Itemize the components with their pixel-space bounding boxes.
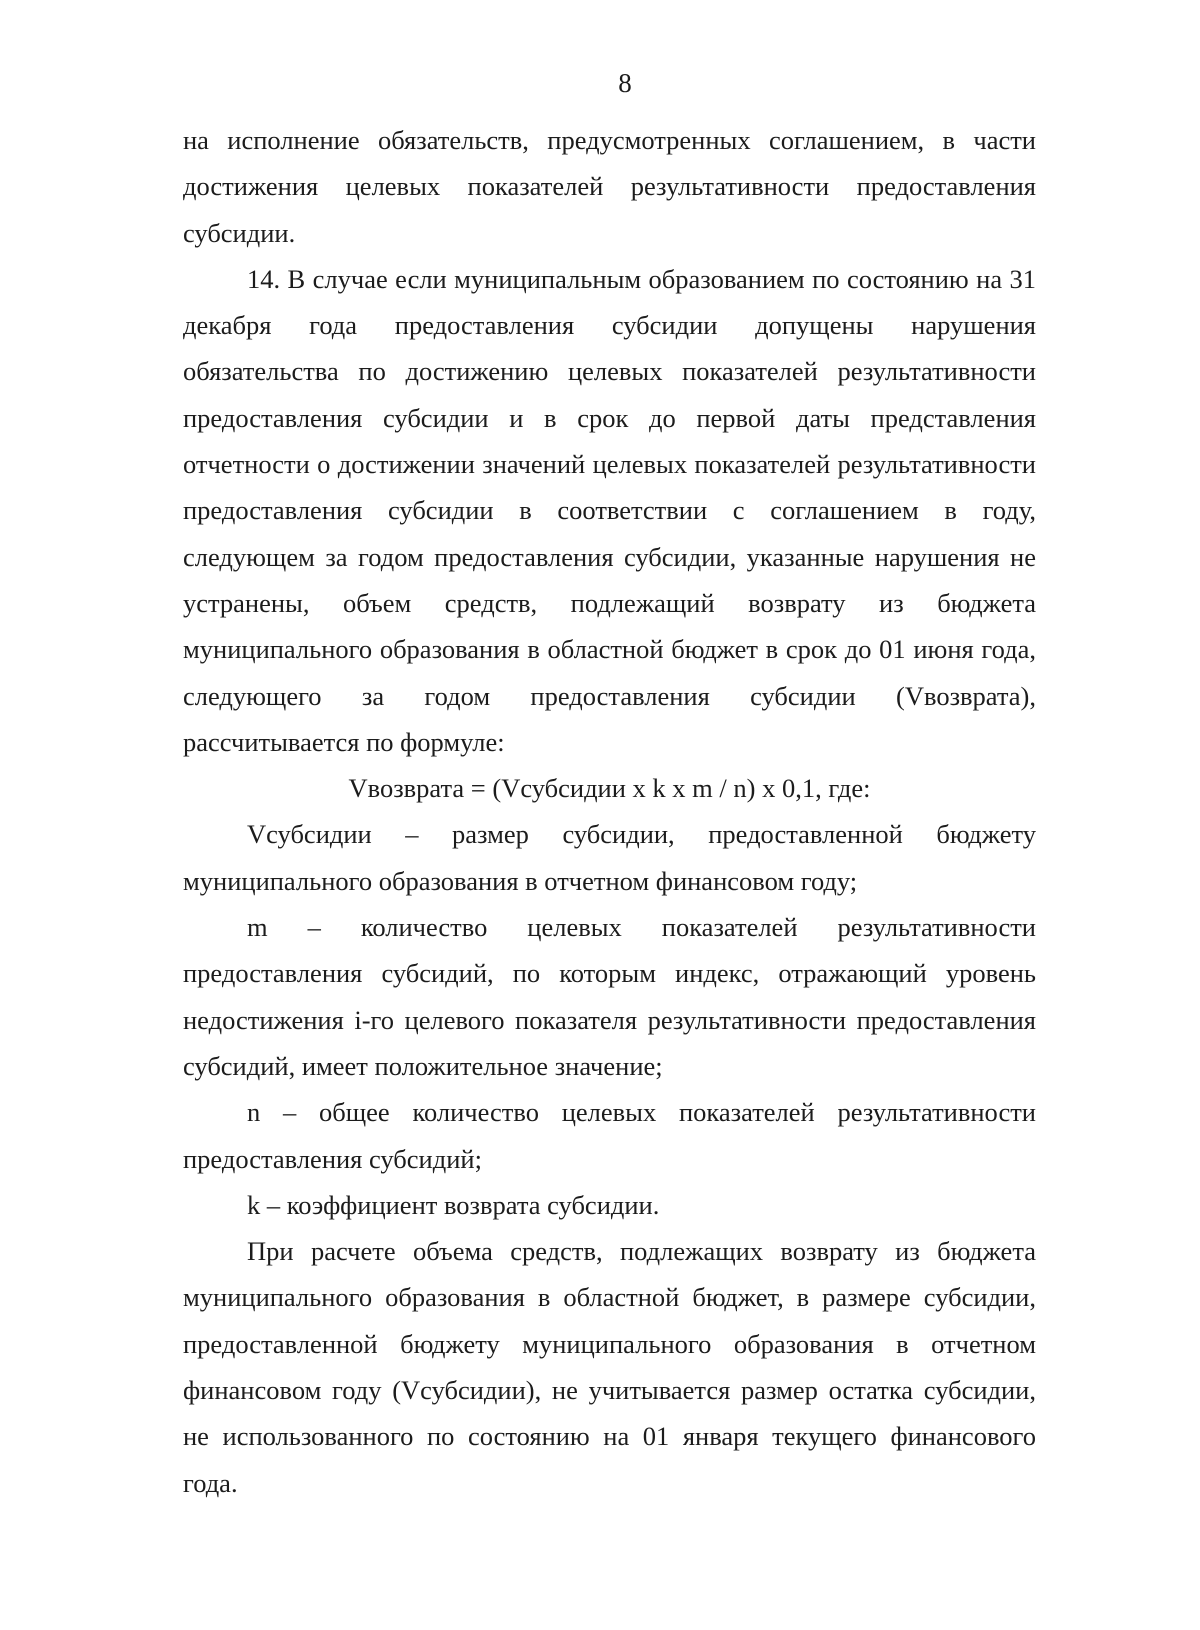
definition-k: k – коэффициент возврата субсидии. — [247, 1189, 660, 1220]
paragraph-calculation-note: При расчете объема средств, подлежащих возврату из бюджета муниципального образования в областной бюджет, в размере субсидии, предоставленной бюджету муниципального образования в отчетном финансовом году (Vсубсидии), не учитывается размер остатка субсидии, не использованного по состоянию на 01 января текущего финансового года. — [183, 1236, 1036, 1498]
definition-n: n – общее количество целевых показателей результативности предоставления субсидий; — [183, 1097, 1036, 1174]
paragraph-clause-14: 14. В случае если муниципальным образованием по состоянию на 31 декабря года предоставления субсидии допущены нарушения обязательства по достижению целевых показателей результативности предоставления субсидии и в срок до первой даты представления отчетности о достижении значений целевых показателей результативности предоставления субсидии в соответствии с соглашением в году, следующем за годом предоставления субсидии, указанные нарушения не устранены, объем средств, подлежащий возврату из бюджета муниципального образования в областной бюджет в срок до 01 июня года, следующего за годом предоставления субсидии (Vвозврата), рассчитывается по формуле: — [183, 263, 1036, 757]
refund-formula: Vвозврата = (Vсубсидии x k x m / n) x 0,1, где: — [348, 773, 871, 804]
definition-v-subsidy: Vсубсидии – размер субсидии, предоставленной бюджету муниципального образования в отчетном финансовом году; — [183, 819, 1036, 896]
definition-m: m – количество целевых показателей результативности предоставления субсидий, по которым индекс, отражающий уровень недостижения i-го целевого показателя результативности предоставления субсидий, имеет положительное значение; — [183, 912, 1036, 1081]
document-body — [183, 117, 1036, 1506]
page-number: 8 — [618, 68, 632, 98]
paragraph-obligations-continuation: на исполнение обязательств, предусмотренных соглашением, в части достижения целевых показателей результативности предоставления субсидии. — [183, 125, 1036, 248]
